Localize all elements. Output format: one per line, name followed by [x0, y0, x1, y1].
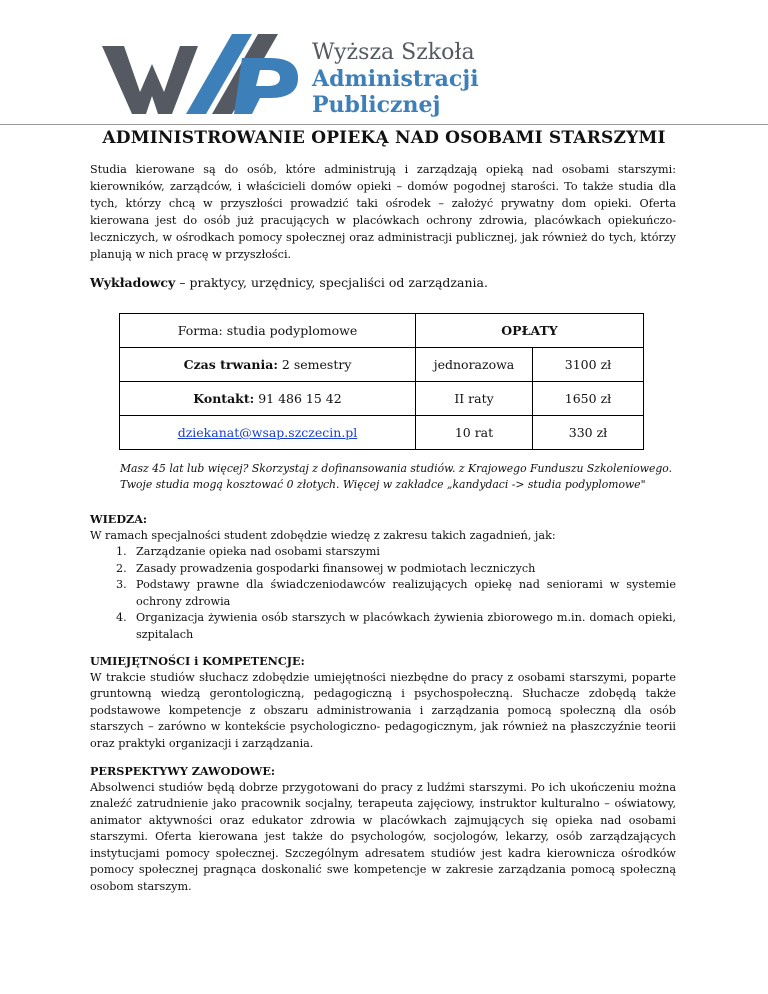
intro-paragraph: Studia kierowane są do osób, które administrują i zarządzają opieką nad osobami starszymi: kierowników, zarządców, i właścicieli domów opieki – domów pogodnej starości. To także studia dla tych, którzy chcą w przyszłości prowadzić taki ośrodek – założyć prywatny dom opieki. Oferta kierowana jest do osób już pracujących w placówkach ochrony zdrowia, placówkach opiekuńczo-leczniczych, w ośrodkach pomocy społecznej oraz administracji publicznej, jak również do tych, którzy planują w nich pracę w przyszłości. — [90, 163, 676, 261]
list-text: Podstawy prawne dla świadczeniodawców realizujących opiekę nad seniorami w systemie ochrony zdrowia — [136, 578, 676, 608]
fee-label-cell: jednorazowa — [416, 348, 533, 382]
section-text: W trakcie studiów słuchacz zdobędzie umiejętności niezbędne do pracy z osobami starszymi, poparte gruntowną wiedzą gerontologiczną, pedagogiczną i psychospołeczną. Słuchacze zdobędą także podstawowe kompetencje z obszaru administrowania i zarządzania pomocą społeczną dla osób starszych – zarówno w kontekście psychologiczno- pedagogicznym, jak również na płaszczyźnie teorii oraz praktyki organizacji i zarządzania. — [90, 670, 676, 750]
school-name-line2: Administracji — [312, 66, 479, 92]
contact-value: 91 486 15 42 — [254, 391, 342, 406]
list-number: 2. — [116, 561, 127, 575]
fees-header-cell: OPŁATY — [416, 314, 644, 348]
fee-amount-cell: 330 zł — [533, 416, 644, 450]
list-item — [90, 544, 676, 561]
list-item — [90, 561, 676, 578]
fee-amount-cell: 1650 zł — [533, 382, 644, 416]
list-item — [90, 610, 676, 643]
header-divider — [0, 124, 768, 125]
contact-label: Kontakt: — [193, 391, 255, 406]
school-name-line3: Publicznej — [312, 92, 441, 118]
fee-label-cell: II raty — [416, 382, 533, 416]
page-header — [0, 0, 768, 124]
email-link[interactable]: dziekanat@wsap.szczecin.pl — [177, 425, 358, 440]
list-text: Zarządzanie opieka nad osobami starszymi — [136, 545, 380, 558]
table-row — [120, 314, 644, 348]
list-number: 1. — [116, 545, 127, 558]
school-name — [312, 40, 479, 118]
duration-value: 2 semestry — [277, 357, 352, 372]
fee-label-cell: 10 rat — [416, 416, 533, 450]
section-heading: PERSPEKTYWY ZAWODOWE: — [90, 764, 276, 778]
duration-label: Czas trwania: — [183, 357, 278, 372]
section-skills — [90, 653, 676, 752]
section-knowledge — [90, 511, 676, 643]
list-text: Organizacja żywienia osób starszych w placówkach żywienia zbiorowego m.in. domach opieki, szpitalach — [136, 611, 676, 641]
list-text: Zasady prowadzenia gospodarki finansowej w podmiotach leczniczych — [136, 561, 536, 575]
lecturers-label: Wykładowcy — [90, 275, 176, 290]
info-fees-table — [119, 313, 644, 450]
lecturers-line — [90, 274, 676, 291]
table-row — [120, 348, 644, 382]
fee-amount-cell: 3100 zł — [533, 348, 644, 382]
list-item — [90, 577, 676, 610]
list-number: 3. — [116, 578, 127, 591]
email-cell — [120, 416, 416, 450]
form-cell: Forma: studia podyplomowe — [120, 314, 416, 348]
section-heading: UMIEJĘTNOŚCI i KOMPETENCJE: — [90, 654, 305, 668]
contact-cell — [120, 382, 416, 416]
lecturers-text: – praktycy, urzędnicy, specjaliści od zarządzania. — [175, 275, 488, 290]
funding-note — [120, 461, 700, 493]
list-number: 4. — [116, 611, 127, 624]
knowledge-list — [90, 544, 676, 643]
section-text: Absolwenci studiów będą dobrze przygotowani do pracy z ludźmi starszymi. Po ich ukończeniu można znaleźć zatrudnienie jako pracownik socjalny, terapeuta zajęciowy, instruktor kulturalno – oświatowy, animator aktywności oraz edukator zdrowia w placówkach zajmujących się opieka nad osobami starszymi. Oferta kierowana jest także do psychologów, socjologów, lekarzy, osób zarządzających instytucjami pomocy społecznej. Szczególnym adresatem studiów jest kadra kierownicza ośrodków pomocy społecznej pragnąca doskonalić swe kompetencje w zakresie zarządzania pomocą społeczną osobom starszym. — [90, 780, 676, 893]
page-title: ADMINISTROWANIE OPIEKĄ NAD OSOBAMI STARSZYMI — [102, 128, 666, 148]
section-intro: W ramach specjalności student zdobędzie wiedzę z zakresu takich zagadnień, jak: — [90, 528, 556, 542]
funding-note-line1: Masz 45 lat lub więcej? Skorzystaj z dofinansowania studiów. z Krajowego Funduszu Szkoleniowego. — [120, 462, 673, 475]
school-name-line1: Wyższa Szkoła — [312, 40, 475, 65]
section-career — [90, 763, 676, 895]
wsap-logo-icon — [102, 34, 302, 114]
table-row — [120, 416, 644, 450]
table-row — [120, 382, 644, 416]
duration-cell — [120, 348, 416, 382]
funding-note-line2: Twoje studia mogą kosztować 0 złotych. Więcej w zakładce „kandydaci -> studia podyplomowe" — [120, 478, 646, 491]
section-heading: WIEDZA: — [90, 512, 148, 526]
